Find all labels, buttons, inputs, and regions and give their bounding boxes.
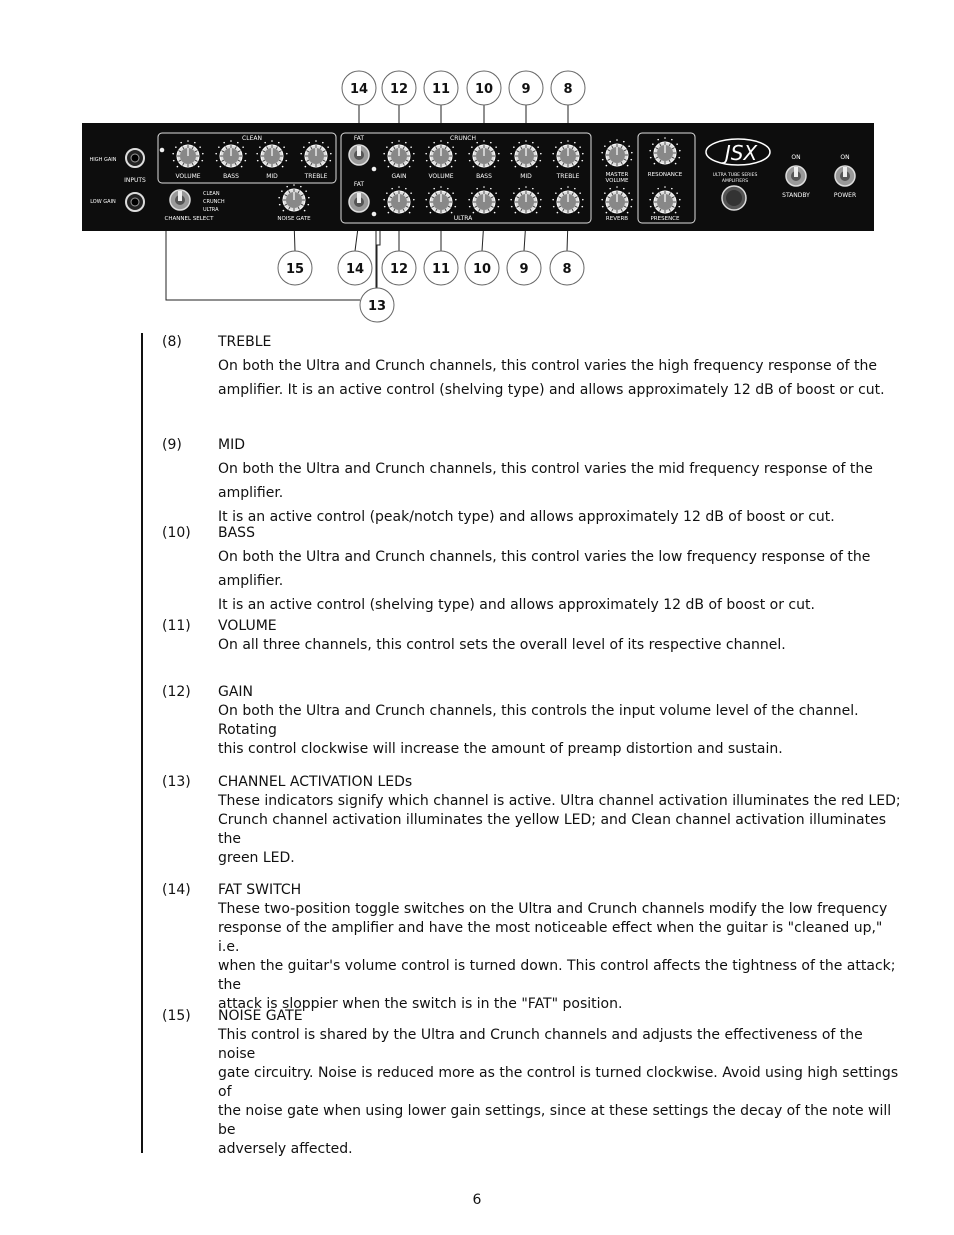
description-line: On both the Ultra and Crunch channels, this control varies the low frequency response of the amplifier. [218, 549, 871, 589]
entry-number: (15) [162, 1008, 191, 1024]
callout-top-10 [467, 71, 501, 105]
clean-knob-label: BASS [223, 173, 239, 180]
margin-rule [141, 333, 143, 1153]
callout-bottom-11 [424, 251, 458, 285]
entry-description [218, 702, 902, 759]
svg-text:13: 13 [367, 299, 387, 314]
entry-title: TREBLE [218, 334, 272, 350]
channel-select-switch[interactable] [170, 190, 190, 210]
reverb-label: REVERB [605, 216, 629, 222]
description-line: On both the Ultra and Crunch channels, this control varies the high frequency response of the [218, 358, 877, 374]
entry-description [218, 457, 902, 529]
svg-text:12: 12 [389, 82, 409, 97]
callout-top-11 [424, 71, 458, 105]
entry-number: (9) [162, 437, 182, 453]
clean-channel-label: CLEAN [242, 135, 262, 142]
pilot-light-icon [722, 186, 746, 210]
description-line: It is an active control (peak/notch type) and allows approximately 12 dB of boost or cut. [218, 509, 835, 525]
description-line: amplifier. It is an active control (shelving type) and allows approximately 12 dB of boost or cut. [218, 382, 885, 398]
clean-knob-label: TREBLE [304, 173, 328, 180]
svg-text:8: 8 [562, 262, 572, 277]
power-switch[interactable] [835, 166, 855, 186]
power-label: POWER [833, 192, 857, 199]
svg-text:9: 9 [519, 262, 529, 277]
description-line: This control is shared by the Ultra and Crunch channels and adjusts the effectiveness of the noise [218, 1027, 863, 1062]
svg-text:11: 11 [431, 262, 451, 277]
description-line: response of the amplifier and have the most noticeable effect when the guitar is "cleaned up," i.e. [218, 920, 883, 955]
presence-label: PRESENCE [650, 216, 680, 222]
crunch-knob-label: TREBLE [556, 173, 580, 180]
clean-knob-label: VOLUME [175, 173, 201, 180]
description-line: On all three channels, this control sets the overall level of its respective channel. [218, 637, 786, 653]
channel-select-label: CHANNEL SELECT [164, 216, 214, 222]
entry-number: (13) [162, 774, 191, 790]
crunch-knob-label: MID [520, 173, 532, 180]
description-line: These indicators signify which channel is active. Ultra channel activation illuminates the red LED; [218, 793, 901, 809]
entry-title: GAIN [218, 684, 254, 700]
svg-text:14: 14 [345, 262, 365, 277]
noise-gate-label: NOISE GATE [277, 216, 311, 222]
resonance-label: RESONANCE [647, 172, 683, 178]
svg-text:11: 11 [431, 82, 451, 97]
description-line: adversely affected. [218, 1141, 353, 1157]
callout-bottom-15 [278, 251, 312, 285]
callout-bottom-10 [465, 251, 499, 285]
fat-label-bottom: FAT [353, 181, 365, 188]
callout-top-8 [551, 71, 585, 105]
logo-subtitle: AMPLIFIERS [721, 179, 749, 184]
channel-option-label: ULTRA [203, 207, 219, 213]
entry-number: (8) [162, 334, 182, 350]
amplifier-panel-diagram [0, 0, 954, 330]
entry-description [218, 545, 902, 617]
entry-number: (10) [162, 525, 191, 541]
low-gain-label: LOW GAIN [90, 199, 116, 205]
callout-bottom-9 [507, 251, 541, 285]
callout-bottom-12 [382, 251, 416, 285]
inputs-label: INPUTS [124, 177, 146, 184]
entry-description [218, 354, 885, 402]
entry-description [218, 636, 786, 655]
svg-text:10: 10 [472, 262, 492, 277]
callout-top-14 [342, 71, 376, 105]
svg-text:15: 15 [285, 262, 305, 277]
standby-switch[interactable] [786, 166, 806, 186]
description-line: On both the Ultra and Crunch channels, this controls the input volume level of the channel. Rotating [218, 703, 859, 738]
high-gain-label: HIGH GAIN [89, 157, 117, 163]
svg-text:8: 8 [563, 82, 573, 97]
low-gain-input-jack[interactable] [126, 193, 144, 211]
ultra-fat-switch[interactable] [349, 192, 369, 212]
entry-title: NOISE GATE [218, 1008, 303, 1024]
entry-description [218, 900, 902, 1014]
entry-title: BASS [218, 525, 255, 541]
description-line: On both the Ultra and Crunch channels, this control varies the mid frequency response of the amplifier. [218, 461, 873, 501]
clean-channel-led [160, 148, 165, 153]
standby-on-label: ON [791, 154, 801, 161]
crunch-fat-switch[interactable] [349, 145, 369, 165]
description-line: attack is sloppier when the switch is in the "FAT" position. [218, 996, 623, 1012]
entry-number: (11) [162, 618, 191, 634]
callout-bottom-14 [338, 251, 372, 285]
clean-knob-label: MID [266, 173, 278, 180]
svg-text:9: 9 [521, 82, 531, 97]
description-line: the noise gate when using lower gain settings, since at these settings the decay of the note will be [218, 1103, 892, 1138]
description-line: Crunch channel activation illuminates the yellow LED; and Clean channel activation illuminates the [218, 812, 886, 847]
entry-description [218, 1026, 902, 1159]
power-on-label: ON [840, 154, 850, 161]
description-line: when the guitar's volume control is turned down. This control affects the tightness of the attack; the [218, 958, 896, 993]
svg-text:10: 10 [474, 82, 494, 97]
description-line: These two-position toggle switches on the Ultra and Crunch channels modify the low frequency [218, 901, 888, 917]
ultra-channel-label: ULTRA [453, 215, 473, 222]
description-line: It is an active control (shelving type) and allows approximately 12 dB of boost or cut. [218, 597, 815, 613]
crunch-knob-label: GAIN [391, 173, 407, 180]
crunch-channel-label: CRUNCH [450, 135, 476, 142]
master-volume-label: MASTER [605, 172, 629, 178]
svg-text:14: 14 [349, 82, 369, 97]
entry-description [218, 792, 902, 868]
channel-option-label: CRUNCH [203, 199, 225, 205]
callout-led-13 [360, 288, 394, 322]
entry-title: FAT SWITCH [218, 882, 302, 898]
entry-number: (12) [162, 684, 191, 700]
entry-title: MID [218, 437, 245, 453]
high-gain-input-jack[interactable] [126, 149, 144, 167]
callout-top-9 [509, 71, 543, 105]
callout-bottom-8 [550, 251, 584, 285]
page-number: 6 [472, 1192, 482, 1208]
crunch-knob-label: VOLUME [428, 173, 454, 180]
description-line: gate circuitry. Noise is reduced more as the control is turned clockwise. Avoid using high settings of [218, 1065, 899, 1100]
crunch-channel-led [372, 167, 377, 172]
ultra-channel-led [372, 212, 377, 217]
callout-top-12 [382, 71, 416, 105]
description-line: this control clockwise will increase the amount of preamp distortion and sustain. [218, 741, 783, 757]
crunch-knob-label: BASS [476, 173, 492, 180]
svg-text:12: 12 [389, 262, 409, 277]
entry-title: VOLUME [218, 618, 277, 634]
master-volume-label: VOLUME [605, 178, 629, 184]
description-line: green LED. [218, 850, 295, 866]
standby-label: STANDBY [782, 192, 810, 199]
logo-subtitle: ULTRA TUBE SERIES [712, 173, 758, 178]
fat-label-top: FAT [353, 135, 365, 142]
entry-number: (14) [162, 882, 191, 898]
channel-option-label: CLEAN [203, 191, 220, 197]
entry-title: CHANNEL ACTIVATION LEDs [218, 774, 413, 790]
jsx-logo-text: JSX [724, 141, 758, 165]
